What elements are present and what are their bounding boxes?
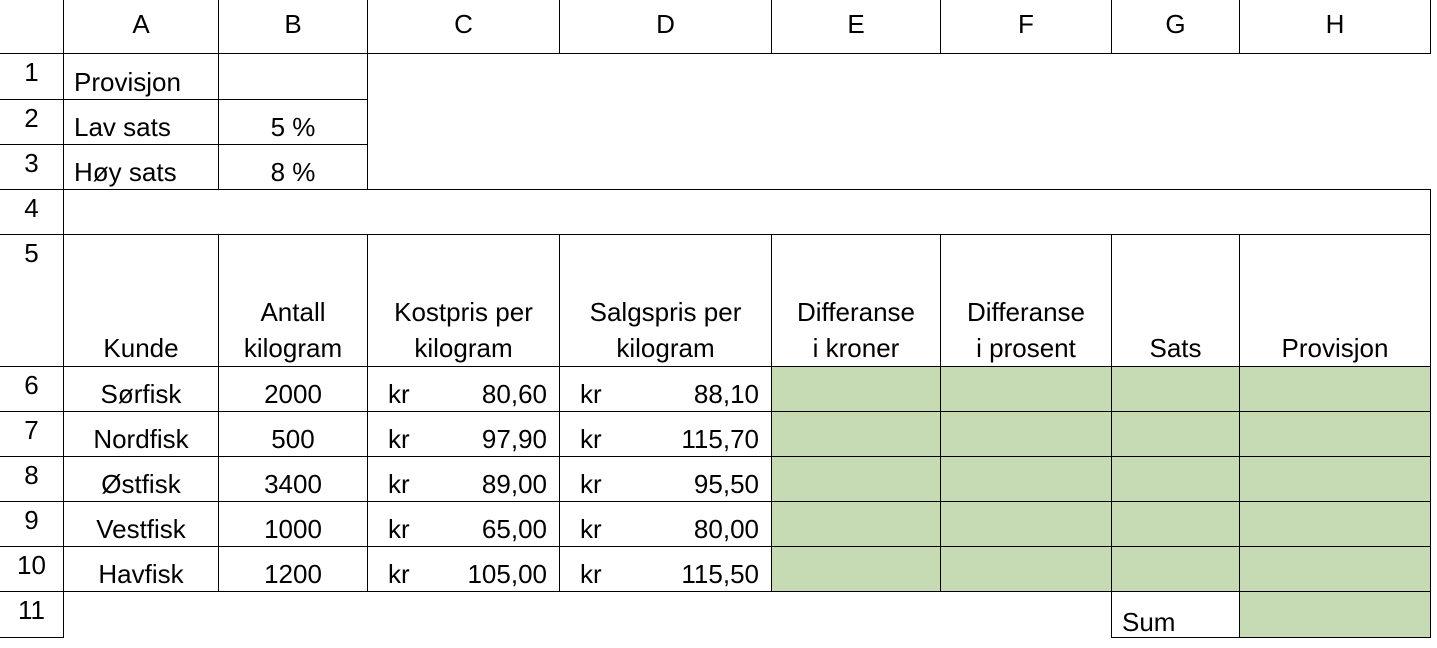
header-differanse-prosent-line2: i prosent — [976, 333, 1076, 363]
row-header-9[interactable]: 9 — [0, 501, 64, 547]
cell-g9-sats[interactable] — [1111, 501, 1240, 547]
row-header-1[interactable]: 1 — [0, 53, 64, 100]
cell-b9-kg[interactable] — [218, 501, 368, 547]
customer-kg: 2000 — [264, 379, 322, 409]
currency-label: kr — [580, 469, 602, 499]
cell-e8-diff-kroner[interactable] — [771, 456, 941, 502]
cell-b2-low-rate-value[interactable] — [218, 99, 368, 145]
sum-label: Sum — [1122, 607, 1176, 637]
customer-kg: 1000 — [264, 514, 322, 544]
header-kunde[interactable] — [63, 234, 219, 367]
price-value: 95,50 — [693, 469, 759, 499]
customer-kg: 3400 — [264, 469, 322, 499]
row-header-11[interactable]: 11 — [0, 591, 64, 638]
cost-value: 97,90 — [481, 424, 547, 454]
customer-name: Vestfisk — [96, 514, 186, 544]
cell-h11-sum-value[interactable] — [1239, 591, 1431, 638]
customer-name: Nordfisk — [93, 424, 189, 454]
cost-value: 80,60 — [481, 379, 547, 409]
cell-g10-sats[interactable] — [1111, 546, 1240, 592]
cell-e9-diff-kroner[interactable] — [771, 501, 941, 547]
currency-label: kr — [388, 424, 410, 454]
cell-h7-provisjon[interactable] — [1239, 411, 1431, 457]
cell-d7-price[interactable] — [559, 411, 772, 457]
row-header-8[interactable]: 8 — [0, 456, 64, 502]
cell-a7-customer[interactable] — [63, 411, 219, 457]
header-kunde-text: Kunde — [103, 333, 179, 363]
header-differanse-kroner-line1: Differanse — [796, 297, 916, 327]
price-value: 88,10 — [693, 379, 759, 409]
cell-h6-provisjon[interactable] — [1239, 366, 1431, 412]
header-kostpris[interactable] — [367, 234, 560, 367]
provisjon-title-text: Provisjon — [74, 67, 181, 97]
row-header-3[interactable]: 3 — [0, 144, 64, 190]
cell-a6-customer[interactable] — [63, 366, 219, 412]
header-differanse-prosent[interactable] — [940, 234, 1112, 367]
header-sats-text: Sats — [1149, 333, 1202, 363]
customer-name: Sørfisk — [100, 379, 182, 409]
high-rate-label: Høy sats — [74, 157, 177, 187]
header-differanse-kroner[interactable] — [771, 234, 941, 367]
cell-h8-provisjon[interactable] — [1239, 456, 1431, 502]
cell-f8-diff-prosent[interactable] — [940, 456, 1112, 502]
header-kostpris-line2: kilogram — [414, 333, 513, 363]
currency-label: kr — [580, 514, 602, 544]
cell-c10-cost[interactable] — [367, 546, 560, 592]
row-header-7[interactable]: 7 — [0, 411, 64, 457]
header-salgspris-line2: kilogram — [616, 333, 715, 363]
corner-cell[interactable] — [0, 0, 64, 54]
price-value: 115,70 — [681, 424, 759, 454]
cell-e7-diff-kroner[interactable] — [771, 411, 941, 457]
cell-a1-provisjon-title[interactable] — [63, 53, 219, 100]
row-header-2[interactable]: 2 — [0, 99, 64, 145]
cell-a8-customer[interactable] — [63, 456, 219, 502]
customer-name: Østfisk — [101, 469, 181, 499]
cell-e6-diff-kroner[interactable] — [771, 366, 941, 412]
header-antall[interactable] — [218, 234, 368, 367]
cell-b6-kg[interactable] — [218, 366, 368, 412]
cell-b8-kg[interactable] — [218, 456, 368, 502]
cell-g8-sats[interactable] — [1111, 456, 1240, 502]
column-header-g[interactable]: G — [1111, 0, 1240, 54]
cell-h10-provisjon[interactable] — [1239, 546, 1431, 592]
cell-a3-high-rate-label[interactable] — [63, 144, 219, 190]
cell-g7-sats[interactable] — [1111, 411, 1240, 457]
cell-b1[interactable] — [218, 53, 368, 100]
column-header-e[interactable]: E — [771, 0, 941, 54]
cell-e10-diff-kroner[interactable] — [771, 546, 941, 592]
customer-kg: 500 — [271, 424, 315, 454]
price-value: 80,00 — [693, 514, 759, 544]
row-4-empty[interactable] — [63, 189, 1431, 235]
low-rate-value: 5 % — [270, 112, 316, 142]
header-differanse-kroner-line2: i kroner — [812, 333, 900, 363]
currency-label: kr — [388, 469, 410, 499]
currency-label: kr — [580, 379, 602, 409]
price-value: 115,50 — [681, 559, 759, 589]
column-header-c[interactable]: C — [367, 0, 560, 54]
row-header-10[interactable]: 10 — [0, 546, 64, 592]
cell-f7-diff-prosent[interactable] — [940, 411, 1112, 457]
row-header-4[interactable]: 4 — [0, 189, 64, 235]
low-rate-label: Lav sats — [74, 112, 171, 142]
currency-label: kr — [388, 514, 410, 544]
column-header-b[interactable]: B — [218, 0, 368, 54]
customer-kg: 1200 — [264, 559, 322, 589]
cell-c6-cost[interactable] — [367, 366, 560, 412]
header-differanse-prosent-line1: Differanse — [966, 297, 1086, 327]
cell-f6-diff-prosent[interactable] — [940, 366, 1112, 412]
currency-label: kr — [388, 379, 410, 409]
high-rate-value: 8 % — [270, 157, 316, 187]
cell-d8-price[interactable] — [559, 456, 772, 502]
row-header-6[interactable]: 6 — [0, 366, 64, 412]
currency-label: kr — [580, 559, 602, 589]
cell-b3-high-rate-value[interactable] — [218, 144, 368, 190]
cell-c9-cost[interactable] — [367, 501, 560, 547]
header-provisjon[interactable] — [1239, 234, 1431, 367]
cell-f9-diff-prosent[interactable] — [940, 501, 1112, 547]
cell-c8-cost[interactable] — [367, 456, 560, 502]
column-header-f[interactable]: F — [940, 0, 1112, 54]
column-header-h[interactable]: H — [1239, 0, 1431, 54]
header-provisjon-text: Provisjon — [1281, 333, 1389, 363]
header-salgspris[interactable] — [559, 234, 772, 367]
column-header-d[interactable]: D — [559, 0, 772, 54]
cell-d9-price[interactable] — [559, 501, 772, 547]
header-antall-line1: Antall — [260, 297, 326, 327]
cell-f10-diff-prosent[interactable] — [940, 546, 1112, 592]
currency-label: kr — [388, 559, 410, 589]
cell-g6-sats[interactable] — [1111, 366, 1240, 412]
column-header-a[interactable]: A — [63, 0, 219, 54]
cost-value: 105,00 — [467, 559, 547, 589]
cell-g11-sum-label[interactable] — [1111, 591, 1240, 638]
header-sats[interactable] — [1111, 234, 1240, 367]
currency-label: kr — [580, 424, 602, 454]
customer-name: Havfisk — [98, 559, 184, 589]
header-kostpris-line1: Kostpris per — [394, 297, 533, 327]
cell-d10-price[interactable] — [559, 546, 772, 592]
header-antall-line2: kilogram — [243, 333, 343, 363]
row-header-5[interactable]: 5 — [0, 234, 64, 367]
cell-c7-cost[interactable] — [367, 411, 560, 457]
cost-value: 89,00 — [481, 469, 547, 499]
cell-a10-customer[interactable] — [63, 546, 219, 592]
cell-a9-customer[interactable] — [63, 501, 219, 547]
header-salgspris-line1: Salgspris per — [589, 297, 742, 327]
cell-d6-price[interactable] — [559, 366, 772, 412]
cell-b10-kg[interactable] — [218, 546, 368, 592]
cell-h9-provisjon[interactable] — [1239, 501, 1431, 547]
cell-b7-kg[interactable] — [218, 411, 368, 457]
cell-a2-low-rate-label[interactable] — [63, 99, 219, 145]
cost-value: 65,00 — [481, 514, 547, 544]
